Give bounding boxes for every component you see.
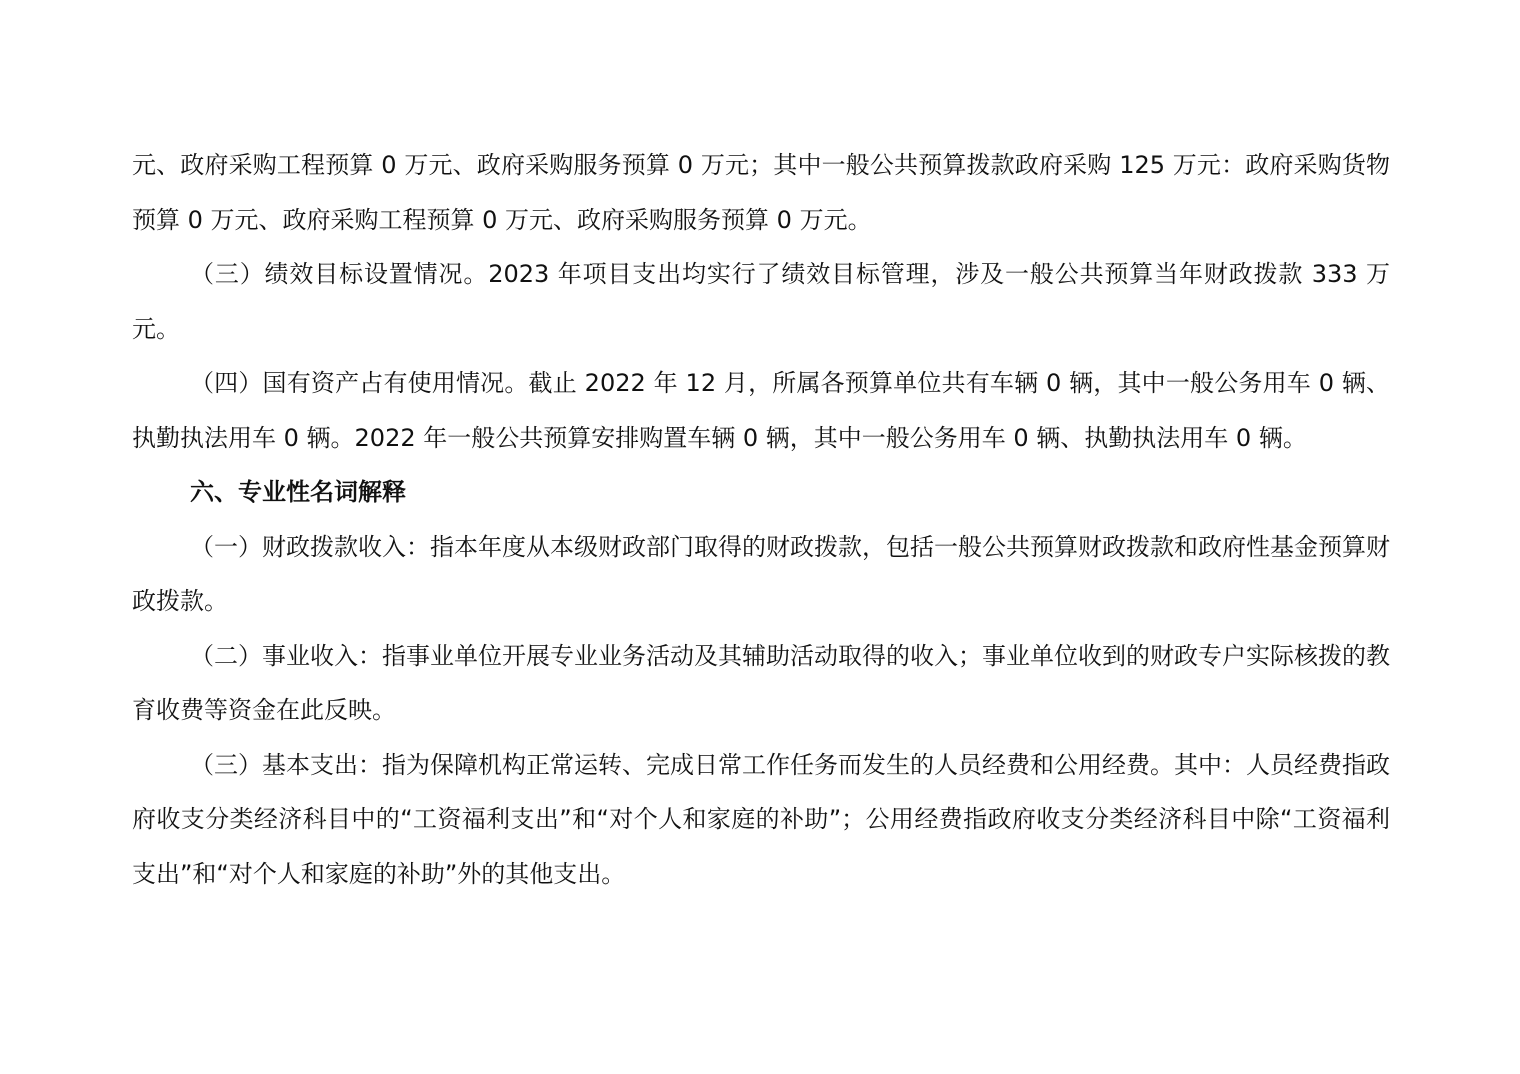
paragraph-procurement-continued: 元、政府采购工程预算 0 万元、政府采购服务预算 0 万元；其中一般公共预算拨款政府采购 125 万元：政府采购货物预算 0 万元、政府采购工程预算 0 万元、政府采购服务预算 0 万元。 [132, 151, 1390, 234]
document-body [132, 138, 1390, 901]
paragraph-fiscal-appropriation-income: （一）财政拨款收入：指本年度从本级财政部门取得的财政拨款，包括一般公共预算财政拨款和政府性基金预算财政拨款。 [132, 532, 1390, 615]
section-heading-terms: 六、专业性名词解释 [190, 478, 406, 506]
paragraph-business-income: （二）事业收入：指事业单位开展专业业务活动及其辅助活动取得的收入；事业单位收到的财政专户实际核拨的教育收费等资金在此反映。 [132, 641, 1390, 724]
paragraph-state-assets: （四）国有资产占有使用情况。截止 2022 年 12 月，所属各预算单位共有车辆 0 辆，其中一般公务用车 0 辆、执勤执法用车 0 辆。2022 年一般公共预算安排购置车辆 0 辆，其中一般公务用车 0 辆、执勤执法用车 0 辆。 [132, 369, 1390, 452]
paragraph-performance-targets: （三）绩效目标设置情况。2023 年项目支出均实行了绩效目标管理，涉及一般公共预算当年财政拨款 333 万元。 [132, 260, 1390, 343]
paragraph-basic-expenditure: （三）基本支出：指为保障机构正常运转、完成日常工作任务而发生的人员经费和公用经费。其中：人员经费指政府收支分类经济科目中的“工资福利支出”和“对个人和家庭的补助”；公用经费指政府收支分类经济科目中除“工资福利支出”和“对个人和家庭的补助”外的其他支出。 [132, 750, 1390, 888]
